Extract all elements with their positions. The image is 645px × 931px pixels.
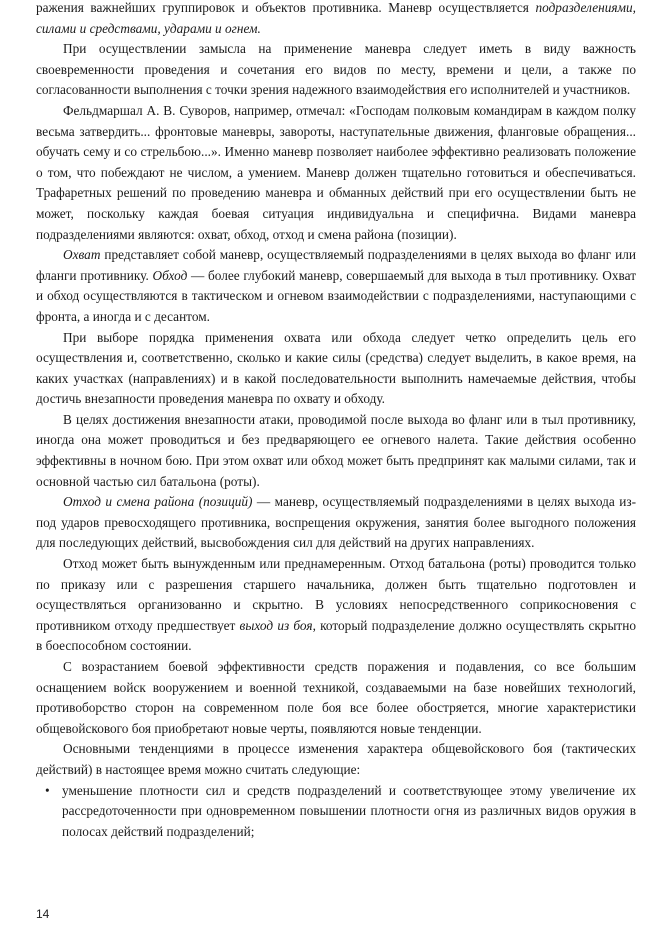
- term-emphasis: Отход и смена района (позиций): [63, 494, 253, 510]
- list-item-text: уменьшение плотности сил и средств подразделений и соответствующее этому увеличение их рассредоточенности при одновременном повышении плотности огня из различных видов оружия в полосах действий подразделений;: [62, 782, 636, 839]
- paragraph: При осуществлении замысла на применение маневра следует иметь в виду важность своевременности проведения и сочетания его видов по месту, времени и цели, а также по согласованности выполнения с точки зрения надежного взаимодействия его исполнителей и участников.: [36, 41, 636, 98]
- body-text: [36, 0, 636, 842]
- paragraph: Основными тенденциями в процессе изменения характера общевойскового боя (тактических действий) в настоящее время можно считать следующие:: [36, 741, 636, 777]
- list-item: [36, 781, 636, 843]
- term-emphasis: Охват: [63, 247, 101, 263]
- bullet-icon: •: [45, 782, 50, 798]
- paragraph: В целях достижения внезапности атаки, проводимой после выхода во фланг или в тыл противнику, иногда она может проводиться и без предваряющего ее огневого налета. Такие действия особенно эффективны в ночном бою. При этом охват или обход может быть предпринят как малыми силами, так и основной частью сил батальона (роты).: [36, 411, 636, 489]
- paragraph: [36, 492, 636, 554]
- page-number: 14: [36, 907, 50, 921]
- text-run: — более глубокий маневр, совершаемый для выхода в тыл противнику. Охват и обход осуществляются в тактическом и огневом взаимодействии с подразделениями, наступающими с фронта, а иногда и с десантом.: [36, 267, 637, 324]
- paragraph: [36, 554, 636, 657]
- paragraph: [36, 0, 636, 39]
- text-run: Отход может быть вынужденным или преднамеренным. Отход батальона (роты) проводится только по приказу или с разрешения старшего начальника, должен быть тщательно подготовлен и осуществляться организованно и скрытно. В условиях непосредственного соприкосновения с противником отходу предшествует: [36, 556, 636, 633]
- text-run: , который подразделение должно осуществлять скрытно в боеспособном состоянии.: [36, 617, 636, 654]
- term-emphasis: выход из боя: [239, 617, 313, 633]
- paragraph: Фельдмаршал А. В. Суворов, например, отмечал: «Господам полковым командирам в каждом полку весьма затвердить... фронтовые маневры, завороты, наступательные движения, фланговые обращения... обучать сему и со стрельбою...». Именно маневр позволяет наиболее эффективно реализовать положение о том, что побеждают не числом, а умением. Маневр должен тщательно готовиться и обеспечиваться. Трафаретных решений по проведению маневра и обманных действий при его осуществлении быть не может, поскольку каждая боевая ситуация индивидуальна и специфична. Видами маневра подразделениями являются: охват, обход, отход и смена района (позиции).: [36, 102, 636, 242]
- text-run: — маневр, осуществляемый подразделениями в целях выхода из-под ударов превосходящего противника, воспрещения окружения, занятия более выгодного положения для последующих действий, высвобождения сил для действий на других направлениях.: [36, 494, 636, 551]
- paragraph: [36, 245, 636, 327]
- text-run: ражения важнейших группировок и объектов противника. Маневр осуществляется: [36, 0, 536, 15]
- emphasis: подразделениями, силами и средствами, ударами и огнем.: [36, 0, 636, 36]
- term-emphasis: Обход: [152, 267, 188, 283]
- paragraph: При выборе порядка применения охвата или обхода следует четко определить цель его осуществления и, соответственно, сколько и какие силы (средства) следует выделить, в какое время, на каких участках (направлениях) и в какой последовательности выполнить намечаемые действия, чтобы достичь внезапности проведения маневра по охвату и обходу.: [36, 329, 636, 407]
- text-run: представляет собой маневр, осуществляемый подразделениями в целях выхода во фланг или фланги противнику.: [36, 247, 636, 283]
- paragraph: С возрастанием боевой эффективности средств поражения и подавления, со все большим оснащением войск вооружением и военной техникой, создаваемыми на базе новейших технологий, противоборство сторон на современном поле боя все более обостряется, многие характеристики общевойскового боя приобретают новые черты, появляются новые тенденции.: [36, 659, 636, 736]
